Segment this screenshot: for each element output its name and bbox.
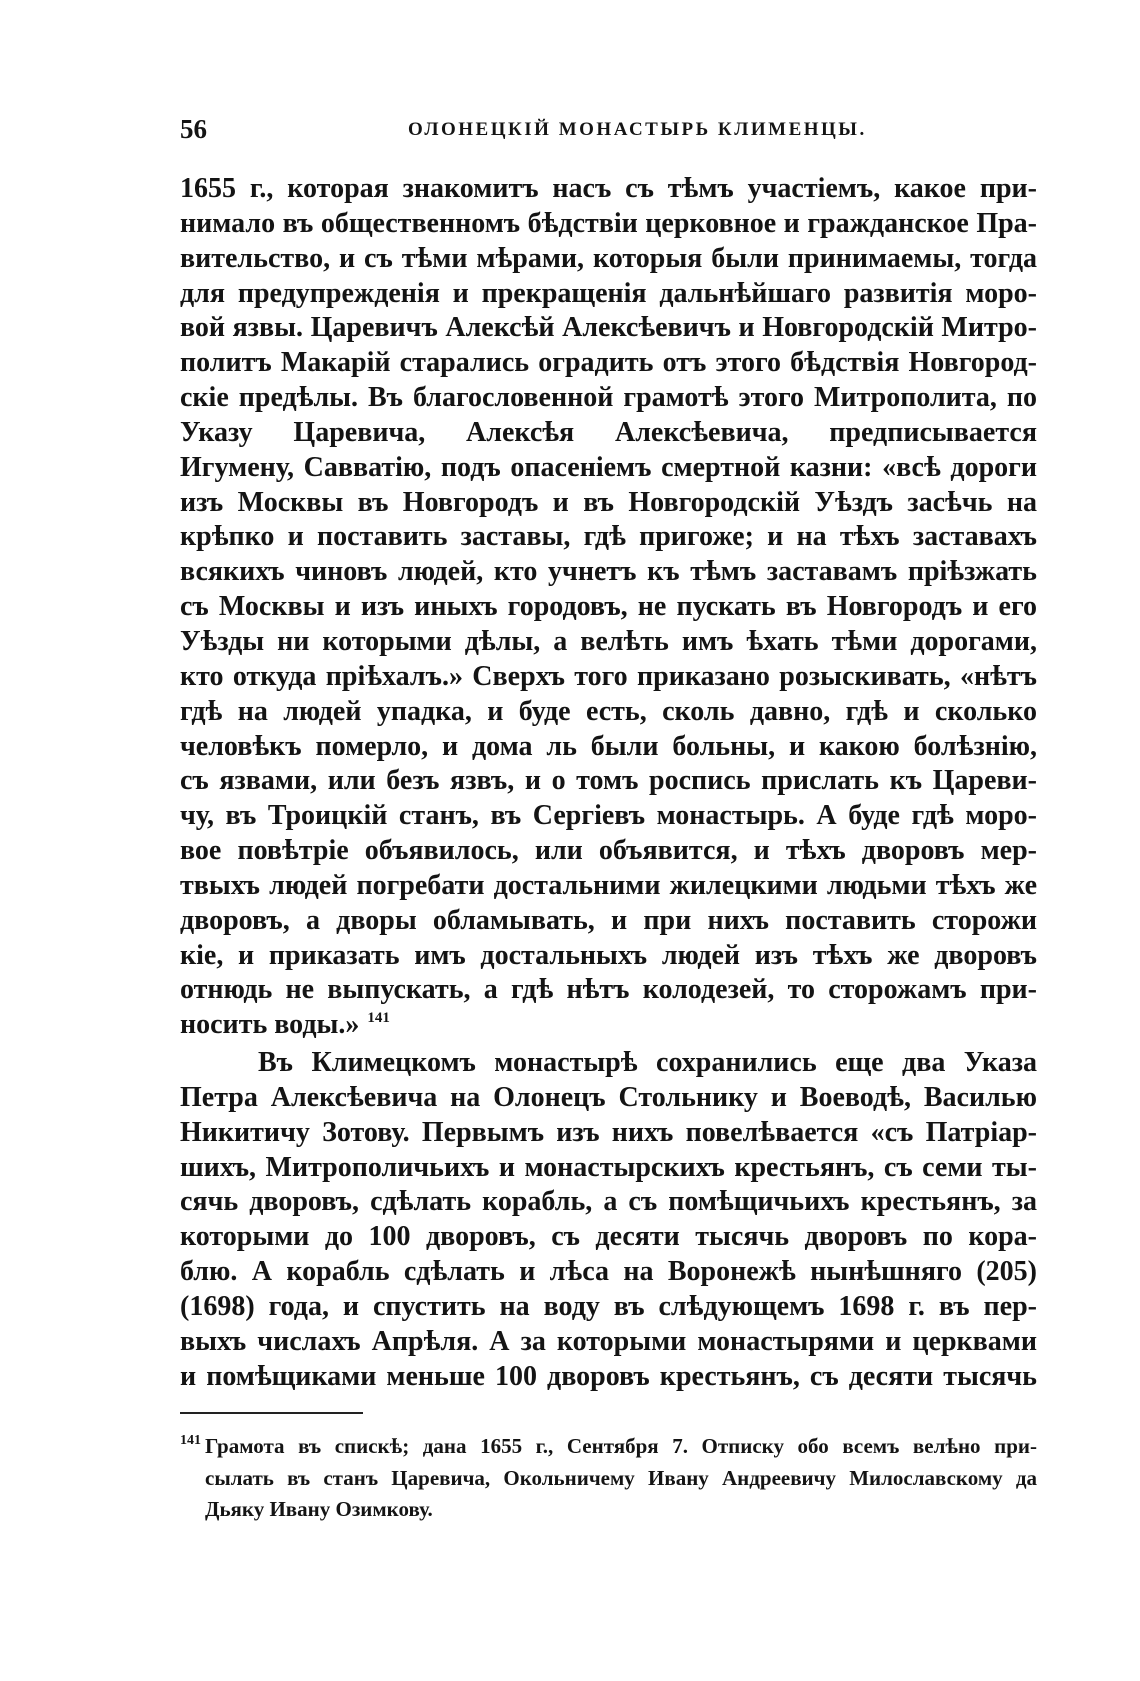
line-text: съ язвами, или безъ язвъ, и о томъ роспись прислать къ Цареви- bbox=[180, 765, 1037, 797]
text-line bbox=[180, 695, 1037, 730]
line-text: кто откуда пріѣхалъ.» Сверхъ того приказано розыскивать, «нѣтъ bbox=[180, 660, 1037, 692]
text-line bbox=[180, 520, 1037, 555]
text-line bbox=[180, 625, 1037, 660]
line-text: кіе, и приказать имъ достальныхъ людей изъ тѣхъ же дворовъ bbox=[180, 939, 1037, 971]
footnote-text: Грамота въ спискѣ; дана 1655 г., Сентября 7. Отписку обо всемъ велѣно при- bbox=[205, 1434, 1037, 1458]
line-text: Никитичу Зотову. Первымъ изъ нихъ повелѣвается «съ Патріар- bbox=[180, 1116, 1037, 1148]
line-text: Петра Алексѣевича на Олонецъ Стольнику и Воеводѣ, Василью bbox=[180, 1081, 1037, 1113]
line-text: съ Москвы и изъ иныхъ городовъ, не пускать въ Новгородъ и его bbox=[180, 591, 1037, 623]
footnote-divider bbox=[180, 1412, 363, 1414]
line-text: выхъ числахъ Апрѣля. А за которыми монастырями и церквами bbox=[180, 1325, 1037, 1357]
footnote-text: сылать въ станъ Царевича, Окольничему Ивану Андреевичу Милославскому да bbox=[205, 1465, 1037, 1490]
text-line bbox=[180, 346, 1037, 381]
text-line bbox=[180, 172, 1037, 207]
line-text: отнюдь не выпускать, а гдѣ нѣтъ колодезей, то сторожамъ при- bbox=[180, 974, 1037, 1006]
line-text: для предупрежденія и прекращенія дальнѣйшаго развитія моро- bbox=[180, 277, 1037, 309]
line-text: человѣкъ померло, и дома ль были больны, и какою болѣзнію, bbox=[180, 730, 1037, 762]
text-line bbox=[180, 1151, 1037, 1186]
line-text: дворовъ, а дворы обламывать, и при нихъ поставить сторожи bbox=[180, 904, 1037, 936]
line-text: носить воды.» bbox=[180, 1009, 360, 1041]
line-text: и помѣщиками меньше 100 дворовъ крестьянъ, съ десяти тысячь bbox=[180, 1360, 1037, 1392]
text-line bbox=[180, 486, 1037, 521]
line-text: чу, въ Троицкій станъ, въ Сергіевъ монастырь. А буде гдѣ моро- bbox=[180, 800, 1037, 832]
text-line bbox=[180, 1185, 1037, 1220]
text-line bbox=[180, 869, 1037, 904]
line-text: шихъ, Митрополичьихъ и монастырскихъ крестьянъ, съ семи ты- bbox=[180, 1151, 1037, 1183]
text-line bbox=[180, 1008, 1037, 1043]
text-line bbox=[180, 834, 1037, 869]
line-text: сячь дворовъ, сдѣлать корабль, а съ помѣщичьихъ крестьянъ, за bbox=[180, 1186, 1037, 1218]
text-line bbox=[180, 416, 1037, 451]
running-header bbox=[180, 114, 1037, 146]
text-line bbox=[180, 242, 1037, 277]
text-line bbox=[180, 277, 1037, 312]
page-number: 56 bbox=[180, 114, 207, 144]
text-line bbox=[180, 904, 1037, 939]
running-title: ОЛОНЕЦКІЙ МОНАСТЫРЬ КЛИМЕНЦЫ. bbox=[408, 119, 867, 140]
text-line bbox=[180, 1046, 1037, 1081]
line-text: блю. А корабль сдѣлать и лѣса на Воронежѣ нынѣшняго (205) bbox=[180, 1256, 1037, 1288]
line-text: твыхъ людей погребати достальними жилецкими людьми тѣхъ же bbox=[180, 869, 1037, 901]
text-line bbox=[180, 764, 1037, 799]
line-text: вительство, и съ тѣми мѣрами, которыя были принимаемы, тогда bbox=[180, 242, 1037, 274]
text-line bbox=[180, 660, 1037, 695]
line-text: скіе предѣлы. Въ благословенной грамотѣ этого Митрополита, по bbox=[180, 382, 1037, 414]
line-text: Въ Климецкомъ монастырѣ сохранились еще два Указа bbox=[258, 1047, 1037, 1079]
footnote-line bbox=[180, 1494, 1037, 1526]
line-text: нимало въ общественномъ бѣдствіи церковное и гражданское Пра- bbox=[180, 207, 1037, 239]
line-text: изъ Москвы въ Новгородъ и въ Новгородскій Уѣздъ засѣчь на bbox=[180, 486, 1037, 518]
text-line bbox=[180, 207, 1037, 242]
line-text: 1655 г., которая знакомитъ насъ съ тѣмъ участіемъ, какое при- bbox=[180, 173, 1037, 204]
text-line bbox=[180, 730, 1037, 765]
line-text: (1698) года, и спустить на воду въ слѣдующемъ 1698 г. въ пер- bbox=[180, 1291, 1037, 1322]
text-line bbox=[180, 1081, 1037, 1116]
paragraph bbox=[180, 172, 1037, 1043]
text-line bbox=[180, 451, 1037, 486]
footnote-line bbox=[180, 1431, 1037, 1463]
footnote-marker: 141 bbox=[180, 1433, 201, 1448]
line-text: крѣпко и поставить заставы, гдѣ пригоже; и на тѣхъ заставахъ bbox=[180, 521, 1037, 553]
line-text: которыми до 100 дворовъ, съ десяти тысячь дворовъ по кора- bbox=[180, 1221, 1037, 1253]
footnote bbox=[180, 1431, 1037, 1526]
body-text bbox=[180, 172, 1037, 1395]
line-text: гдѣ на людей упадка, и буде есть, сколь давно, гдѣ и сколько bbox=[180, 695, 1037, 727]
text-line bbox=[180, 590, 1037, 625]
line-text: политъ Макарій старались оградить отъ этого бѣдствія Новгород- bbox=[180, 347, 1037, 379]
text-line bbox=[180, 1116, 1037, 1151]
line-text: Указу Царевича, Алексѣя Алексѣевича, предписывается bbox=[180, 416, 1037, 448]
text-line bbox=[180, 1360, 1037, 1395]
text-line bbox=[180, 1325, 1037, 1360]
text-line bbox=[180, 1290, 1037, 1325]
text-line bbox=[180, 973, 1037, 1008]
line-text: Уѣзды ни которыми дѣлы, а велѣть имъ ѣхать тѣми дорогами, bbox=[180, 625, 1037, 657]
text-line bbox=[180, 555, 1037, 590]
line-text: всякихъ чиновъ людей, кто учнетъ къ тѣмъ заставамъ пріѣзжать bbox=[180, 556, 1037, 588]
text-line bbox=[180, 799, 1037, 834]
text-line bbox=[180, 1220, 1037, 1255]
text-line bbox=[180, 311, 1037, 346]
footnote-reference[interactable]: 141 bbox=[367, 1010, 390, 1027]
footnote-line bbox=[180, 1463, 1037, 1495]
text-line bbox=[180, 381, 1037, 416]
line-text: вой язвы. Царевичъ Алексѣй Алексѣевичъ и Новгородскій Митро- bbox=[180, 312, 1037, 344]
text-line bbox=[180, 939, 1037, 974]
line-text: вое повѣтріе объявилось, или объявится, и тѣхъ дворовъ мер- bbox=[180, 835, 1037, 867]
text-line bbox=[180, 1255, 1037, 1290]
line-text: Игумену, Савватію, подъ опасеніемъ смертной казни: «всѣ дороги bbox=[180, 451, 1037, 483]
paragraph bbox=[180, 1046, 1037, 1394]
footnote-text: Дьяку Ивану Озимкову. bbox=[205, 1497, 433, 1521]
